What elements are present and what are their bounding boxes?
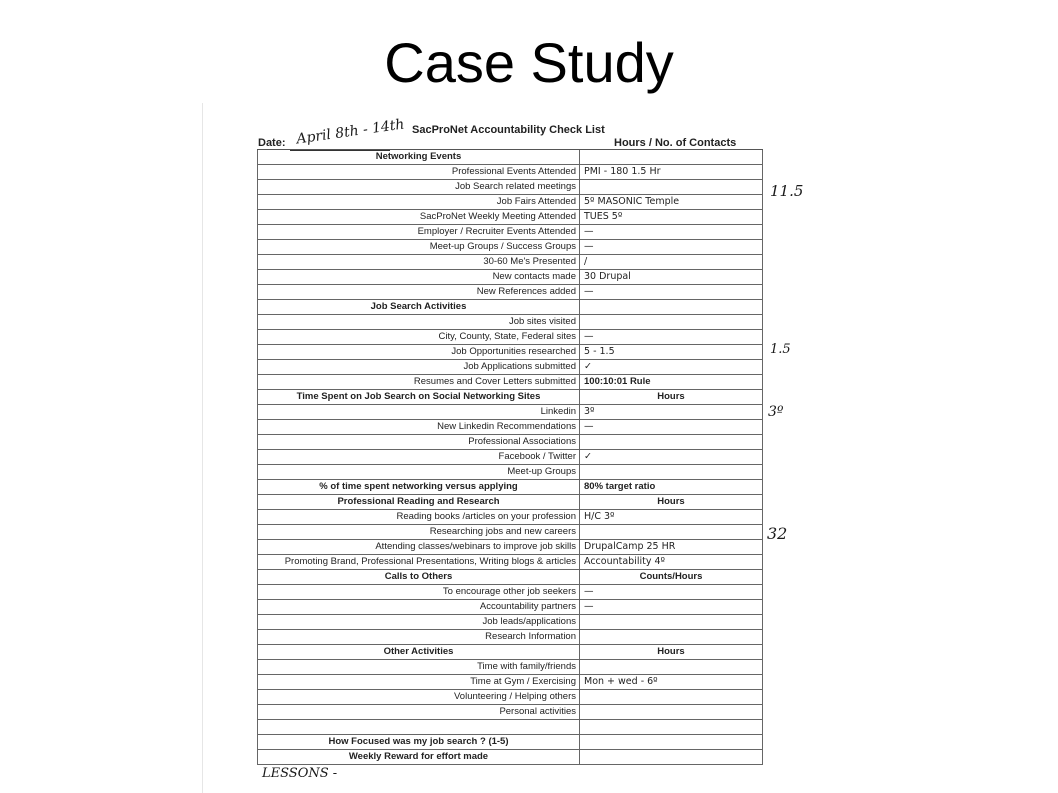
checklist-table	[257, 149, 763, 765]
row-value: —	[580, 330, 763, 344]
checklist-row	[257, 225, 763, 240]
checklist-row	[257, 315, 763, 330]
row-value: Hours	[580, 495, 763, 509]
row-label: Meet-up Groups / Success Groups	[258, 240, 580, 254]
row-label: How Focused was my job search ? (1-5)	[258, 735, 580, 749]
checklist-row	[257, 690, 763, 705]
checklist-row	[257, 330, 763, 345]
row-value: ✓	[580, 450, 763, 464]
checklist-row	[257, 525, 763, 540]
checklist-row	[257, 345, 763, 360]
checklist-row	[257, 450, 763, 465]
margin-total-job-search: 1.5	[770, 342, 791, 357]
row-value	[580, 615, 763, 629]
row-label: Job Search Activities	[258, 300, 580, 314]
row-value: DrupalCamp 25 HR	[580, 540, 763, 554]
checklist-row	[257, 720, 763, 735]
row-label: Research Information	[258, 630, 580, 644]
row-value	[580, 705, 763, 719]
row-value	[580, 300, 763, 314]
row-label: Networking Events	[258, 150, 580, 164]
checklist-row	[257, 540, 763, 555]
section-header-row	[257, 750, 763, 765]
row-label: Professional Reading and Research	[258, 495, 580, 509]
row-label: Linkedin	[258, 405, 580, 419]
checklist-row	[257, 435, 763, 450]
row-label: Meet-up Groups	[258, 465, 580, 479]
footer-handwritten-note: LESSONS -	[262, 766, 338, 781]
slide-title: Case Study	[384, 31, 674, 94]
checklist-row	[257, 630, 763, 645]
section-header-row	[257, 645, 763, 660]
row-label: Other Activities	[258, 645, 580, 659]
row-label: Resumes and Cover Letters submitted	[258, 375, 580, 389]
row-label: New References added	[258, 285, 580, 299]
row-label: Promoting Brand, Professional Presentations, Writing blogs & articles	[258, 555, 580, 569]
row-value: PMI - 180 1.5 Hr	[580, 165, 763, 179]
row-value: Counts/Hours	[580, 570, 763, 584]
row-label: Job Opportunities researched	[258, 345, 580, 359]
row-value: 100:10:01 Rule	[580, 375, 763, 389]
checklist-row	[257, 465, 763, 480]
checklist-title: SacProNet Accountability Check List	[412, 124, 605, 136]
row-value: 3º	[580, 405, 763, 419]
checklist-row	[257, 420, 763, 435]
row-label: 30-60 Me's Presented	[258, 255, 580, 269]
hours-header: Hours / No. of Contacts	[614, 137, 737, 149]
checklist-row	[257, 180, 763, 195]
checklist-row	[257, 510, 763, 525]
row-value: Hours	[580, 390, 763, 404]
row-label: Professional Associations	[258, 435, 580, 449]
row-value	[580, 720, 763, 734]
checklist-row	[257, 705, 763, 720]
row-value	[580, 630, 763, 644]
row-value: —	[580, 225, 763, 239]
row-label: To encourage other job seekers	[258, 585, 580, 599]
row-value	[580, 660, 763, 674]
row-value: —	[580, 585, 763, 599]
section-header-row	[257, 150, 763, 165]
checklist-row	[257, 615, 763, 630]
row-value: Hours	[580, 645, 763, 659]
row-value: 30 Drupal	[580, 270, 763, 284]
row-label: Calls to Others	[258, 570, 580, 584]
row-value: /	[580, 255, 763, 269]
section-header-row	[257, 570, 763, 585]
row-label: New contacts made	[258, 270, 580, 284]
row-value	[580, 690, 763, 704]
row-value	[580, 750, 763, 764]
checklist-row	[257, 600, 763, 615]
row-value: —	[580, 240, 763, 254]
row-value: TUES 5º	[580, 210, 763, 224]
checklist-row	[257, 660, 763, 675]
row-value: 5º MASONIC Temple	[580, 195, 763, 209]
row-value: 5 - 1.5	[580, 345, 763, 359]
row-label: Job leads/applications	[258, 615, 580, 629]
row-value	[580, 465, 763, 479]
row-value	[580, 150, 763, 164]
section-header-row	[257, 390, 763, 405]
row-label: Job Applications submitted	[258, 360, 580, 374]
row-label: Attending classes/webinars to improve job skills	[258, 540, 580, 554]
row-label: New Linkedin Recommendations	[258, 420, 580, 434]
section-header-row	[257, 735, 763, 750]
row-value: —	[580, 420, 763, 434]
margin-total-reading: 32	[767, 524, 788, 543]
row-value: 80% target ratio	[580, 480, 763, 494]
checklist-row	[257, 285, 763, 300]
row-value: —	[580, 285, 763, 299]
margin-total-social: 3º	[768, 404, 784, 420]
checklist-row	[257, 255, 763, 270]
row-label	[258, 720, 580, 734]
row-label: Time with family/friends	[258, 660, 580, 674]
checklist-row	[257, 360, 763, 375]
row-value	[580, 525, 763, 539]
checklist-row	[257, 195, 763, 210]
row-label: Reading books /articles on your profession	[258, 510, 580, 524]
row-label: Personal activities	[258, 705, 580, 719]
row-label: Time Spent on Job Search on Social Networking Sites	[258, 390, 580, 404]
date-label: Date:	[258, 137, 286, 149]
row-label: SacProNet Weekly Meeting Attended	[258, 210, 580, 224]
checklist-row	[257, 585, 763, 600]
checklist-row	[257, 405, 763, 420]
row-value	[580, 180, 763, 194]
section-header-row	[257, 300, 763, 315]
row-label: % of time spent networking versus applying	[258, 480, 580, 494]
row-label: Job Fairs Attended	[258, 195, 580, 209]
checklist-row	[257, 165, 763, 180]
section-header-row	[257, 495, 763, 510]
row-value	[580, 435, 763, 449]
row-label: Employer / Recruiter Events Attended	[258, 225, 580, 239]
date-handwritten: April 8th - 14th	[295, 116, 406, 148]
row-label: Facebook / Twitter	[258, 450, 580, 464]
checklist-row	[257, 240, 763, 255]
row-value	[580, 735, 763, 749]
row-value: Accountability 4º	[580, 555, 763, 569]
row-value: ✓	[580, 360, 763, 374]
row-value: —	[580, 600, 763, 614]
checklist-row	[257, 210, 763, 225]
section-header-row	[257, 480, 763, 495]
row-label: Job sites visited	[258, 315, 580, 329]
checklist-row	[257, 555, 763, 570]
checklist-row	[257, 675, 763, 690]
row-label: City, County, State, Federal sites	[258, 330, 580, 344]
row-value	[580, 315, 763, 329]
row-label: Professional Events Attended	[258, 165, 580, 179]
row-label: Researching jobs and new careers	[258, 525, 580, 539]
row-label: Accountability partners	[258, 600, 580, 614]
checklist-row	[257, 375, 763, 390]
checklist-row	[257, 270, 763, 285]
margin-total-networking: 11.5	[770, 182, 804, 200]
row-label: Weekly Reward for effort made	[258, 750, 580, 764]
row-label: Job Search related meetings	[258, 180, 580, 194]
row-value: Mon + wed - 6º	[580, 675, 763, 689]
row-value: H/C 3º	[580, 510, 763, 524]
row-label: Time at Gym / Exercising	[258, 675, 580, 689]
row-label: Volunteering / Helping others	[258, 690, 580, 704]
